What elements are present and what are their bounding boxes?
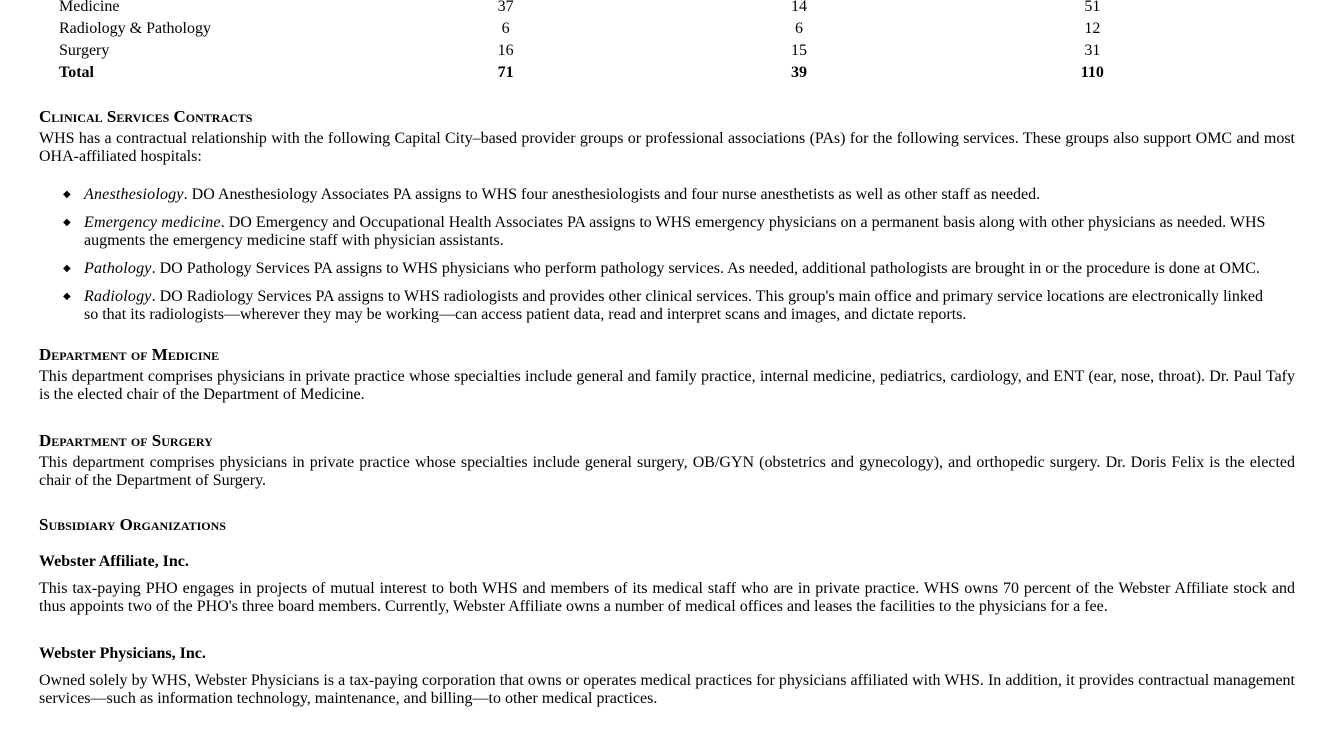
service-description: . DO Radiology Services PA assigns to WHS radiologists and provides other clinical services. This group's main office and primary service locations are electronically linked so that its radiologists—wherever they may be working—can access patient data, read and interpret scans and images, and dictate reports. [84,288,1263,323]
table-total-row [59,62,1239,84]
total-count-cell: 39 [790,64,807,81]
count-cell: 37 [497,0,514,15]
department-surgery-section [39,431,1295,490]
document-page [39,0,1295,708]
org-heading: Webster Affiliate, Inc. [39,553,189,570]
service-term: Emergency medicine [84,214,221,231]
list-item [39,214,1295,250]
diamond-bullet-icon: ◆ [63,291,71,302]
clinical-services-section [39,107,1295,324]
count-cell: 15 [790,42,807,59]
subsidiary-section [39,515,1295,708]
department-cell: Surgery [59,42,110,59]
section-intro: WHS has a contractual relationship with the following Capital City–based provider groups or professional associations (PAs) for the following services. These groups also support OMC and most OHA-affiliated hospitals: [39,130,1295,165]
subsidiary-org [39,552,1295,616]
service-description: . DO Emergency and Occupational Health Associates PA assigns to WHS emergency physicians on a permanent basis along with other physicians as needed. WHS augments the emergency medicine staff with physician assistants. [84,214,1266,249]
table-row [59,40,1239,62]
list-item [39,260,1295,278]
list-item [39,288,1295,324]
section-text: This department comprises physicians in private practice whose specialties include general surgery, OB/GYN (obstetrics and gynecology), and orthopedic surgery. Dr. Doris Felix is the elected chair of the Department of Surgery. [39,454,1295,489]
department-medicine-section [39,345,1295,404]
department-cell: Radiology & Pathology [59,20,211,37]
services-list [39,186,1295,324]
org-description: This tax-paying PHO engages in projects of mutual interest to both WHS and members of its medical staff who are in private practice. WHS owns 70 percent of the Webster Affiliate stock and thus appoints two of the PHO's three board members. Currently, Webster Affiliate owns a number of medical offices and leases the facilities to the physicians for a fee. [39,580,1295,615]
service-term: Anesthesiology [84,186,184,203]
total-label-cell: Total [59,64,94,81]
count-cell: 6 [794,20,803,37]
list-item [39,186,1295,204]
service-description: . DO Anesthesiology Associates PA assigns to WHS four anesthesiologists and four nurse anesthetists as well as other staff as needed. [183,186,1041,203]
section-heading: Department of Surgery [39,431,213,450]
subsidiary-org [39,644,1295,708]
diamond-bullet-icon: ◆ [63,217,71,228]
section-heading: Subsidiary Organizations [39,515,226,534]
table-row [59,18,1239,40]
department-cell: Medicine [59,0,120,15]
diamond-bullet-icon: ◆ [63,263,71,274]
count-cell: 6 [501,20,510,37]
table-row [59,0,1239,18]
diamond-bullet-icon: ◆ [63,189,71,200]
section-text: This department comprises physicians in private practice whose specialties include general and family practice, internal medicine, pediatrics, cardiology, and ENT (ear, nose, throat). Dr. Paul Tafy is the elected chair of the Department of Medicine. [39,368,1295,403]
count-cell: 51 [1084,0,1101,15]
section-heading: Clinical Services Contracts [39,107,253,126]
service-term: Radiology [84,288,152,305]
org-description: Owned solely by WHS, Webster Physicians is a tax-paying corporation that owns or operates medical practices for physicians affiliated with WHS. In addition, it provides contractual management services—such as information technology, maintenance, and billing—to other medical practices. [39,672,1295,707]
staff-count-table [59,0,1239,84]
service-description: . DO Pathology Services PA assigns to WHS physicians who perform pathology services. As needed, additional pathologists are brought in or the procedure is done at OMC. [151,260,1260,277]
org-heading: Webster Physicians, Inc. [39,645,206,662]
section-heading: Department of Medicine [39,345,220,364]
count-cell: 16 [497,42,514,59]
total-count-cell: 110 [1080,64,1104,81]
count-cell: 12 [1084,20,1101,37]
service-term: Pathology [84,260,152,277]
count-cell: 14 [790,0,807,15]
count-cell: 31 [1084,42,1101,59]
total-count-cell: 71 [497,64,514,81]
